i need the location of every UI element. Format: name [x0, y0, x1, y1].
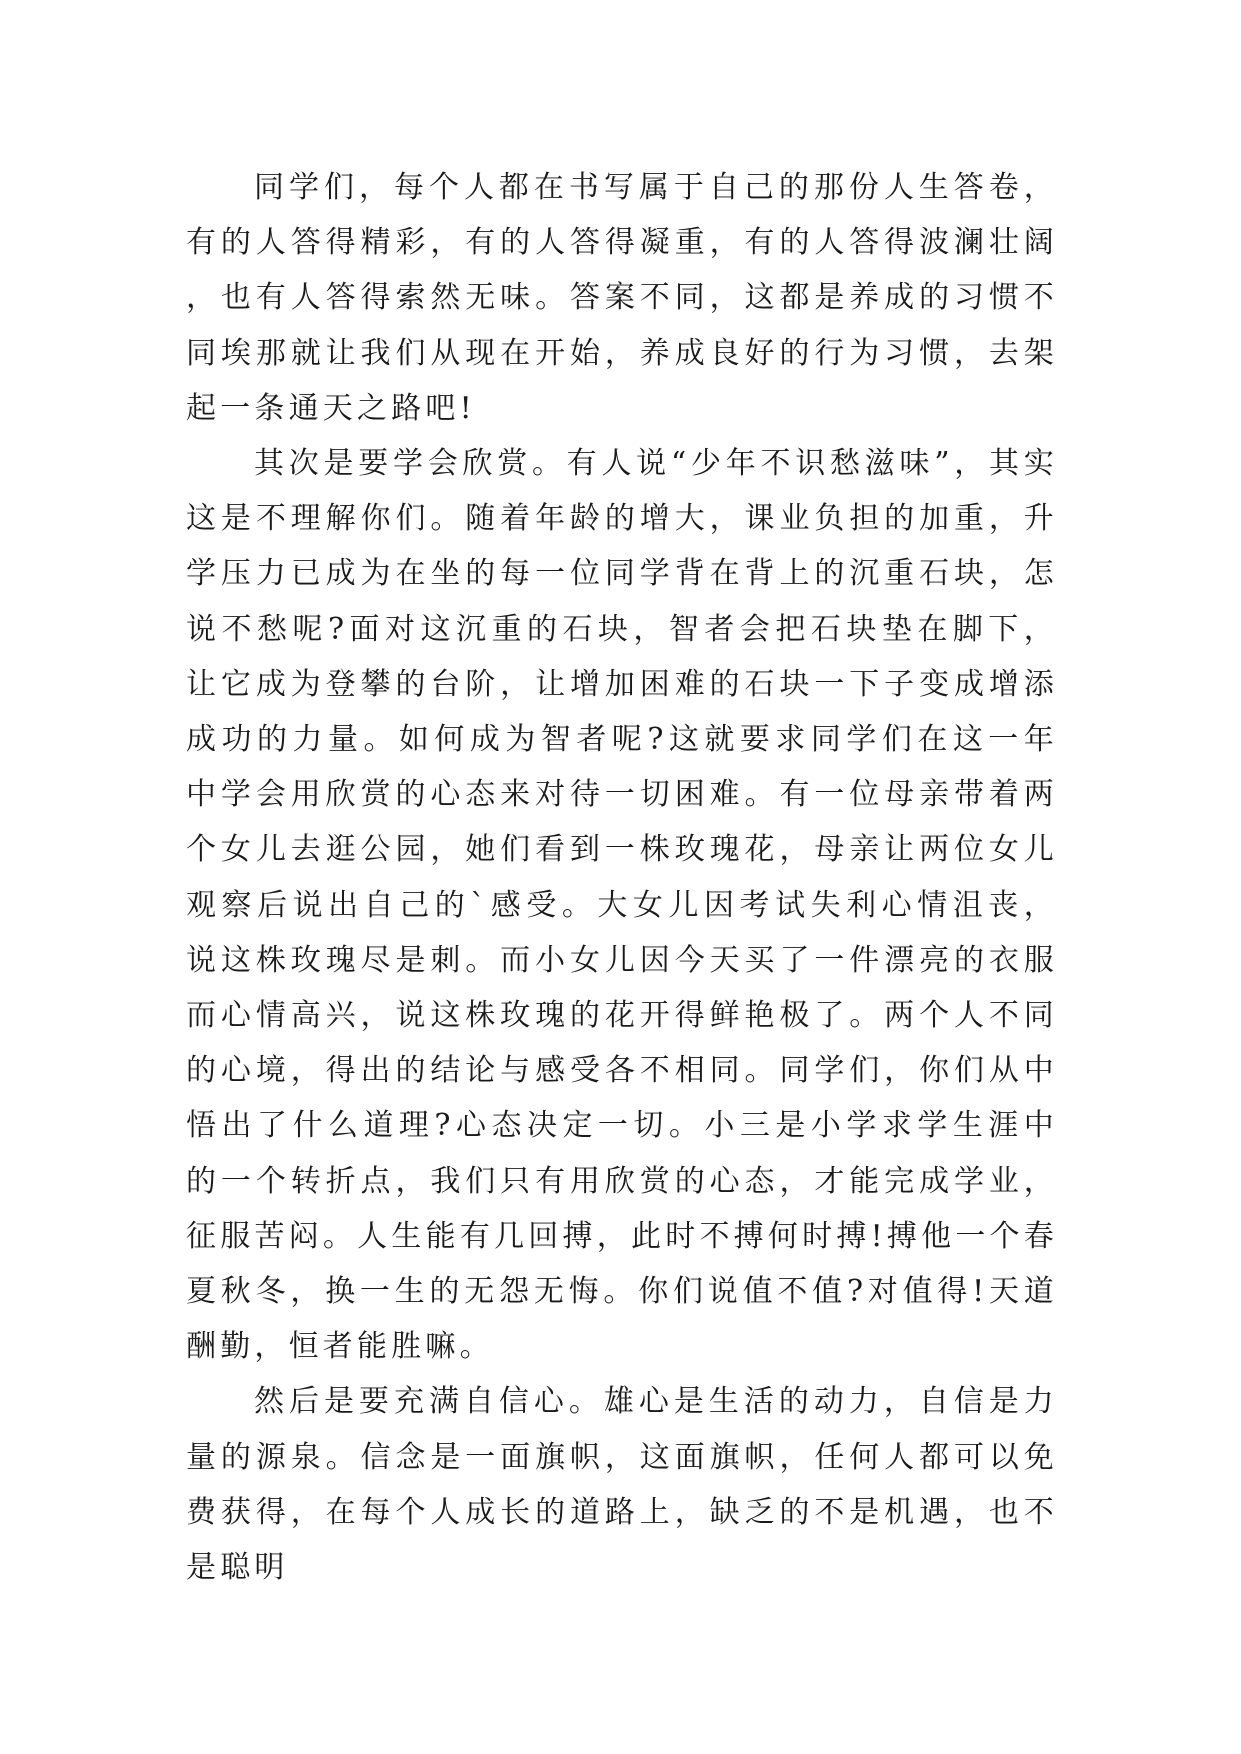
document-body [186, 160, 1058, 1595]
paragraph-appreciation: 其次是要学会欣赏。有人说“少年不识愁滋味”，其实这是不理解你们。随着年龄的增大，课业负担的加重，升学压力已成为在坐的每一位同学背在背上的沉重石块，怎说不愁呢?面对这沉重的石块，智者会把石块垫在脚下，让它成为登攀的台阶，让增加困难的石块一下子变成增添成功的力量。如何成为智者呢?这就要求同学们在这一年中学会用欣赏的心态来对待一切困难。有一位母亲带着两个女儿去逛公园，她们看到一株玫瑰花，母亲让两位女儿观察后说出自己的`感受。大女儿因考试失利心情沮丧，说这株玫瑰尽是刺。而小女儿因今天买了一件漂亮的衣服而心情高兴，说这株玫瑰的花开得鲜艳极了。两个人不同的心境，得出的结论与感受各不相同。同学们，你们从中悟出了什么道理?心态决定一切。小三是小学求学生涯中的一个转折点，我们只有用欣赏的心态，才能完成学业，征服苦闷。人生能有几回搏，此时不搏何时搏!搏他一个春夏秋冬，换一生的无怨无悔。你们说值不值?对值得!天道酬勤，恒者能胜嘛。 [186, 446, 1058, 1365]
paragraph-habits: 同学们，每个人都在书写属于自己的那份人生答卷，有的人答得精彩，有的人答得凝重，有的人答得波澜壮阔，也有人答得索然无味。答案不同，这都是养成的习惯不同埃那就让我们从现在开始，养成良好的行为习惯，去架起一条通天之路吧! [186, 170, 1058, 426]
paragraph-confidence: 然后是要充满自信心。雄心是生活的动力，自信是力量的源泉。信念是一面旗帜，这面旗帜，任何人都可以免费获得，在每个人成长的道路上，缺乏的不是机遇，也不是聪明 [186, 1384, 1058, 1586]
